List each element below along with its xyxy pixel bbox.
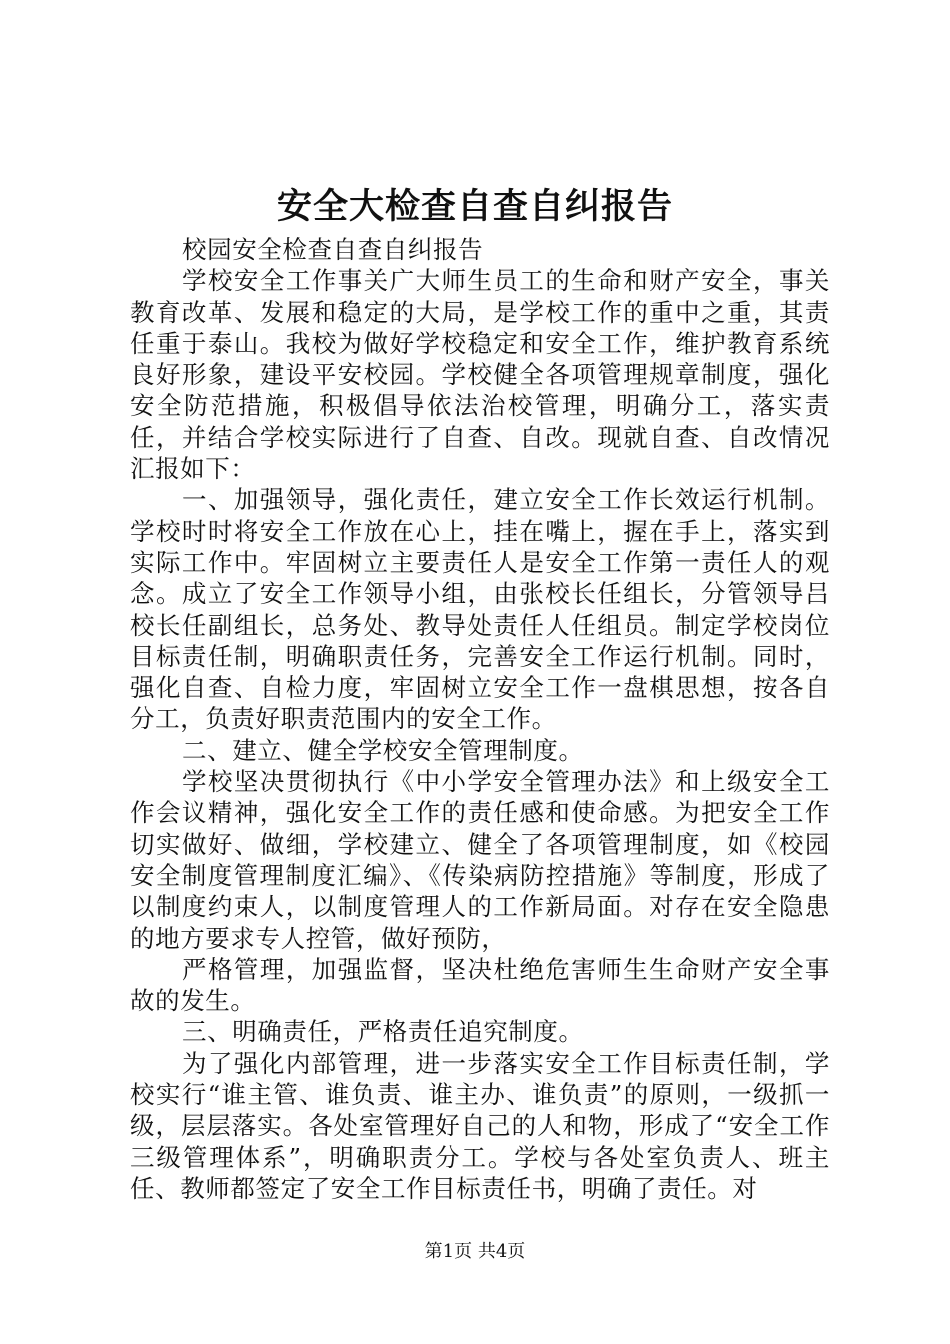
document-body — [130, 234, 830, 1204]
paragraph-subtitle: 校园安全检查自查自纠报告 — [182, 235, 484, 264]
paragraph-section-2-body: 学校坚决贯彻执行《中小学安全管理办法》和上级安全工作会议精神，强化安全工作的责任感和使命感。为把安全工作切实做好、做细，学校建立、健全了各项管理制度，如《校园安全制度管理制度汇编》、《传染病防控措施》等制度，形成了以制度约束人，以制度管理人的工作新局面。对存在安全隐患的地方要求专人控管，做好预防， — [130, 767, 830, 953]
paragraph-section-1: 一、加强领导，强化责任，建立安全工作长效运行机制。学校时时将安全工作放在心上，挂在嘴上，握在手上，落实到实际工作中。牢固树立主要责任人是安全工作第一责任人的观念。成立了安全工作领导小组，由张校长任组长，分管领导吕校长任副组长，总务处、教导处责任人任组员。制定学校岗位目标责任制，明确职责任务，完善安全工作运行机制。同时，强化自查、自检力度，牢固树立安全工作一盘棋思想，按各自分工，负责好职责范围内的安全工作。 — [130, 485, 830, 734]
paragraph-section-2-continued: 严格管理，加强监督，坚决杜绝危害师生生命财产安全事故的发生。 — [130, 954, 830, 1016]
paragraph-intro: 学校安全工作事关广大师生员工的生命和财产安全，事关教育改革、发展和稳定的大局，是学校工作的重中之重，其责任重于泰山。我校为做好学校稳定和安全工作，维护教育系统良好形象，建设平安校园。学校健全各项管理规章制度，强化安全防范措施，积极倡导依法治校管理，明确分工，落实责任，并结合学校实际进行了自查、自改。现就自查、自改情况汇报如下： — [130, 266, 830, 484]
paragraph-section-3-heading: 三、明确责任，严格责任追究制度。 — [182, 1017, 584, 1047]
document-title: 安全大检查自查自纠报告 — [276, 186, 673, 227]
page-footer: 第1页 共4页 — [424, 1241, 526, 1262]
paragraph-section-3-body: 为了强化内部管理，进一步落实安全工作目标责任制，学校实行“谁主管、谁负责、谁主办、谁负责”的原则，一级抓一级，层层落实。各处室管理好自己的人和物，形成了“安全工作三级管理体系”，明确职责分工。学校与各处室负责人、班主任、教师都签定了安全工作目标责任书，明确了责任。对 — [130, 1048, 830, 1203]
paragraph-section-2-heading: 二、建立、健全学校安全管理制度。 — [182, 735, 584, 765]
